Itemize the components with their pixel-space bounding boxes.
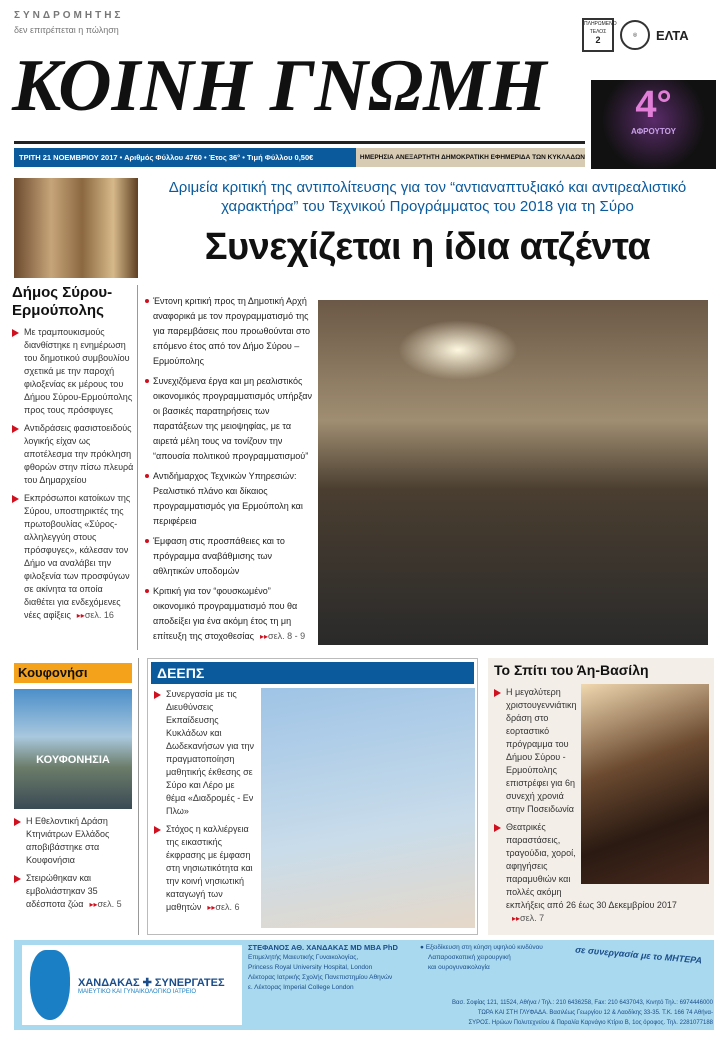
santa-house-section — [488, 658, 714, 935]
specialties: ● Εξειδίκευση στη κύηση υψηλού κινδύνου Λαπαροσκοπική χειρουργική και ουρογυναικολογία — [420, 944, 543, 971]
santa-house-title: Το Σπίτι του Άη-Βασίλη — [494, 662, 649, 678]
page-ref: ▸▸ σελ. 5 — [89, 898, 121, 911]
list-item: Αντιδράσεις φασιστοειδούς λογικής είχαν ως αποτέλεσμα την πρόκληση φθορών στην πίσω πλευρά του Δημαρχείου — [12, 422, 134, 487]
doctor-info: ΣΤΕΦΑΝΟΣ ΑΘ. ΧΑΝΔΑΚΑΣ MD MBA PhD Επιμελητής Μαιευτικής Γυναικολογίας, Princess Royal University Hospital, London Λέκτορας Ιατρικής Σχολής Πανεπιστημίου Αθηνών ε. Λέκτορας Imperial College London — [248, 943, 398, 991]
lead-deck: Δριμεία κριτική της αντιπολίτευσης για τον “αντιαναπτυξιακό και αντιρεαλιστικό χαρακτήρα” του Τεχνικού Προγράμματος του 2018 για τη Σύρο — [168, 179, 687, 215]
issue-bar — [14, 148, 585, 167]
page-ref: ▸▸ σελ. 6 — [207, 901, 239, 914]
list-item: Έντονη κριτική προς τη Δημοτική Αρχή αναφορικά με τον προγραμματισμό της για παρεμβάσεις που προωθούνται στο επόμενο έτος από τον Δήμο Σύρου – Ερμούπολης — [145, 294, 313, 369]
clinic-brand-sub: ΜΑΙΕΥΤΙΚΟ ΚΑΙ ΓΥΝΑΙΚΟΛΟΓΙΚΟ ΙΑΤΡΕΙΟ — [78, 988, 197, 995]
tagline: ΗΜΕΡΗΣΙΑ ΑΝΕΞΑΡΤΗΤΗ ΔΗΜΟΚΡΑΤΙΚΗ ΕΦΗΜΕΡΙΔΑ ΤΩΝ ΚΥΚΛΑΔΩΝ — [356, 148, 585, 167]
subscriber-label: ΣΥΝΔΡΟΜΗΤΗΣ — [14, 10, 124, 21]
seal-icon: ◎ — [620, 20, 650, 50]
top-ad[interactable]: 4° ΑΦΡΟΥΤΟΥ — [591, 80, 716, 169]
list-item: Στόχος η καλλιέργεια της εικαστικής έκφρασης με έμφαση στη νησιωτικότητα και την κοινή νησιωτική καταγωγή των μαθητών▸▸ σελ. 6 — [154, 823, 256, 914]
lead-headline: Συνεχίζεται η ίδια ατζέντα — [204, 226, 651, 268]
page-ref: ▸▸ σελ. 8 - 9 — [260, 629, 305, 644]
clinic-logo — [22, 945, 242, 1025]
page-ref: ▸▸ σελ. 16 — [77, 609, 114, 622]
list-item: Θεατρικές παραστάσεις, τραγούδια, χοροί, αφηγήσεις παραμυθιών και πολλές ακόμη εκπλήξεις από 26 έως 30 Δεκεμβρίου 2017▸▸ σελ. 7 — [494, 821, 709, 925]
list-item: Εκπρόσωποι κατοίκων της Σύρου, υποστηρικτές της πρωτοβουλίας «Σύρος-αλληλεγγύη στους πρόσφυγες», κάλεσαν τον Δήμο να αναλάβει την φιλοξενία των προσφύγων σε ακίνητα τα οποία διαθέτει για ενδεχόμενες νέες αφίξεις▸▸ σελ. 16 — [12, 492, 134, 622]
postal-badges — [582, 18, 689, 52]
page-ref: ▸▸ σελ. 7 — [512, 912, 544, 925]
masthead-rule — [14, 141, 585, 144]
koufonisi-photo: ΚΟΥΦΟΝΗΣΙΑ — [14, 689, 132, 809]
slogan: σε συνεργασία με το ΜΗΤΕΡΑ — [574, 944, 703, 966]
syros-title: Δήμος Σύρου-Ερμούπολης — [12, 284, 113, 319]
syros-article — [12, 284, 134, 627]
list-item: Κριτική για τον “φουσκωμένο” οικονομικό προγραμματισμό που θα αποδείξει για ένα ακόμη έτος τη μη επίτευξη της στοχοθεσίας▸▸ σελ. 8 - 9 — [145, 584, 313, 644]
syros-photo — [14, 178, 138, 278]
column-divider — [138, 658, 139, 935]
clinic-brand: ΧΑΝΔΑΚΑΣ ✚ ΣΥΝΕΡΓΑΤΕΣ — [78, 976, 225, 989]
issue-info: ΤΡΙΤΗ 21 ΝΟΕΜΒΡΙΟΥ 2017 • Αριθμός Φύλλου 4760 • Έτος 36° • Τιμή Φύλλου 0,50€ — [14, 148, 356, 167]
koufonisi-title: Κουφονήσι — [14, 663, 132, 683]
not-for-sale-label: δεν επιτρέπεται η πώληση — [14, 25, 119, 35]
addresses: Βασ. Σοφίας 121, 11524, Αθήνα / Τηλ.: 210 6436258, Fax: 210 6437043, Κινητό Τηλ.: 6974446000 ΤΩΡΑ ΚΑΙ ΣΤΗ ΓΛΥΦΑΔΑ. Βασιλέως Γεωργίου 12 & Λαοδίκης 33-35. Τ.Κ. 166 74 Αθήνα- ΣΥΡΟΣ. Ηρώων Πολυτεχνείου & Παραλία Καρνάγιο Κτίριο Β, 1ος όροφος. Τηλ. 2281077188 — [452, 1000, 713, 1026]
council-meeting-photo — [318, 300, 708, 645]
list-item: Αντιδήμαρχος Τεχνικών Υπηρεσιών: Ρεαλιστικό πλάνο και δίκαιος προγραμματισμός για Ερμούπολη και περιφέρεια — [145, 469, 313, 529]
koufonisi-article — [14, 815, 134, 916]
postage-badge: ΠΛΗΡΩΜΕΝΟ ΤΕΛΟΣ 2 — [582, 18, 614, 52]
column-divider — [137, 285, 138, 650]
list-item: Η μεγαλύτερη χριστουγεννιάτικη δράση στο εορταστικό πρόγραμμα του Δήμου Σύρου - Ερμούπολης επιστρέφει για 6η συνεχή χρονιά στην Ποσειδωνία — [494, 686, 709, 816]
list-item: Έμφαση στις προσπάθειες και το πρόγραμμα αναβάθμισης των αθλητικών υποδομών — [145, 534, 313, 579]
ribbons-photo — [261, 688, 475, 928]
list-item: Στειρώθηκαν και εμβολιάστηκαν 35 αδέσποτα ζώα▸▸ σελ. 5 — [14, 872, 134, 911]
masthead: ΚΟΙΝΗ ΓΝΩΜΗ — [12, 45, 547, 127]
deeps-section — [147, 658, 478, 935]
list-item: Με τραμπουκισμούς διανθίστηκε η ενημέρωση του δημοτικού συμβουλίου σχετικά με την παροχή φιλοξενίας εκ μέρους του Δήμου Σύρου-Ερμούπολης προς τους πρόσφυγες — [12, 326, 134, 417]
elta-logo: ΕΛΤΑ — [656, 27, 689, 43]
deeps-title: ΔΕΕΠΣ — [151, 662, 474, 684]
list-item: Συνεχιζόμενα έργα και μη ρεαλιστικός οικονομικός προγραμματισμός υπήρξαν οι βασικές παρατηρήσεις των παρατάξεων της μειοψηφίας, με τα αιρετά μέλη τους να τονίζουν την “απουσία πολιτικού προγραμματισμού” — [145, 374, 313, 464]
list-item: Συνεργασία με τις Διευθύνσεις Εκπαίδευσης Κυκλάδων και Δωδεκανήσων για την πραγματοποίηση μαθητικής έκθεσης σε Σύρο και Λέρο με θέμα «Διαδρομές - Εν Πλω» — [154, 688, 256, 818]
lead-bullets — [145, 294, 313, 649]
list-item: Η Εθελοντική Δράση Κτηνιάτρων Ελλάδος αποβιβάστηκε στα Κουφονήσια — [14, 815, 134, 867]
clinic-logo-icon — [30, 950, 70, 1020]
